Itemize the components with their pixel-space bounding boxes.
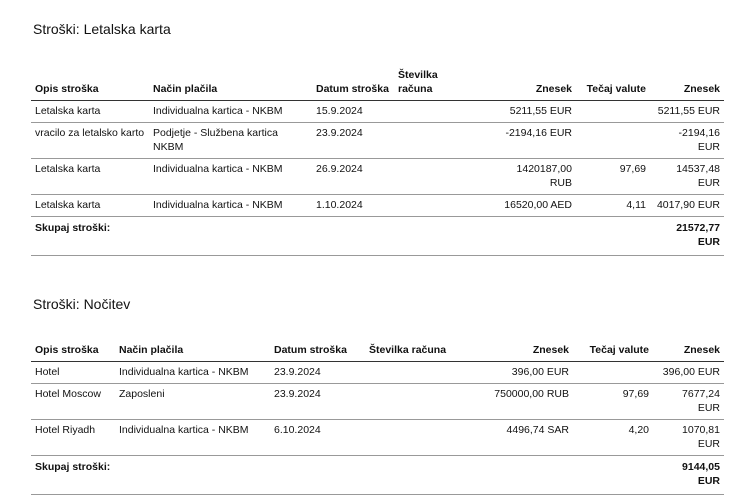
- cell-znesek-eur: 7677,24 EUR: [653, 384, 724, 420]
- cell-datum: 23.9.2024: [270, 362, 365, 384]
- table-header-row: [31, 343, 724, 362]
- section-title-nocitev: Stroški: Nočitev: [33, 296, 131, 312]
- cell-tecaj: 4,11: [576, 195, 650, 217]
- total-value: 21572,77 EUR: [650, 217, 724, 256]
- cell-znesek: 396,00 EUR: [465, 362, 573, 384]
- cell-datum: 23.9.2024: [312, 123, 394, 159]
- cell-tecaj: 97,69: [573, 384, 653, 420]
- cell-stevilka: [365, 384, 465, 420]
- cell-stevilka: [365, 362, 465, 384]
- cell-znesek: 4496,74 SAR: [465, 420, 573, 456]
- cell-nacin: Individualna kartica - NKBM: [149, 195, 312, 217]
- cell-znesek-eur: 4017,90 EUR: [650, 195, 724, 217]
- table-row: [31, 384, 724, 420]
- cell-opis: Letalska karta: [31, 159, 149, 195]
- cell-nacin: Individualna kartica - NKBM: [115, 420, 270, 456]
- cell-nacin: Zaposleni: [115, 384, 270, 420]
- cell-znesek: 1420187,00 RUB: [476, 159, 576, 195]
- total-label: Skupaj stroški:: [31, 217, 650, 256]
- table-header-row: [31, 68, 724, 101]
- cell-znesek-eur: -2194,16 EUR: [650, 123, 724, 159]
- cell-tecaj: [576, 123, 650, 159]
- cell-datum: 1.10.2024: [312, 195, 394, 217]
- table-row: [31, 195, 724, 217]
- cell-znesek-eur: 5211,55 EUR: [650, 101, 724, 123]
- table-row: [31, 101, 724, 123]
- cell-datum: 15.9.2024: [312, 101, 394, 123]
- cell-nacin: Individualna kartica - NKBM: [115, 362, 270, 384]
- cell-stevilka: [365, 420, 465, 456]
- table-row: [31, 362, 724, 384]
- cell-opis: Hotel Riyadh: [31, 420, 115, 456]
- cell-opis: vracilo za letalsko karto: [31, 123, 149, 159]
- cell-datum: 26.9.2024: [312, 159, 394, 195]
- total-row: [31, 456, 724, 495]
- total-label: Skupaj stroški:: [31, 456, 653, 495]
- header-stevilka: Številka računa: [365, 343, 465, 362]
- cell-nacin: Individualna kartica - NKBM: [149, 159, 312, 195]
- header-znesek-eur: Znesek: [650, 68, 724, 101]
- total-row: [31, 217, 724, 256]
- header-tecaj: Tečaj valute: [576, 68, 650, 101]
- cell-tecaj: [576, 101, 650, 123]
- expenses-table-flights: [31, 68, 724, 256]
- header-nacin: Način plačila: [115, 343, 270, 362]
- cell-datum: 23.9.2024: [270, 384, 365, 420]
- table-row: [31, 420, 724, 456]
- header-datum: Datum stroška: [312, 68, 394, 101]
- header-stevilka: Številka računa: [394, 68, 476, 101]
- expenses-table-accommodation: [31, 343, 724, 495]
- cell-znesek: -2194,16 EUR: [476, 123, 576, 159]
- cell-stevilka: [394, 195, 476, 217]
- cell-opis: Hotel Moscow: [31, 384, 115, 420]
- cell-tecaj: 4,20: [573, 420, 653, 456]
- section-title-letalska-karta: Stroški: Letalska karta: [33, 21, 171, 37]
- cell-stevilka: [394, 101, 476, 123]
- cell-znesek-eur: 396,00 EUR: [653, 362, 724, 384]
- header-znesek-eur: Znesek: [653, 343, 724, 362]
- cell-stevilka: [394, 123, 476, 159]
- cell-opis: Letalska karta: [31, 101, 149, 123]
- cell-tecaj: [573, 362, 653, 384]
- header-nacin: Način plačila: [149, 68, 312, 101]
- cell-opis: Letalska karta: [31, 195, 149, 217]
- cell-nacin: Individualna kartica - NKBM: [149, 101, 312, 123]
- header-tecaj: Tečaj valute: [573, 343, 653, 362]
- header-znesek: Znesek: [476, 68, 576, 101]
- cell-nacin: Podjetje - Službena kartica NKBM: [149, 123, 312, 159]
- cell-opis: Hotel: [31, 362, 115, 384]
- header-opis: Opis stroška: [31, 343, 115, 362]
- cell-znesek-eur: 14537,48 EUR: [650, 159, 724, 195]
- table-row: [31, 159, 724, 195]
- header-datum: Datum stroška: [270, 343, 365, 362]
- cell-znesek: 750000,00 RUB: [465, 384, 573, 420]
- header-opis: Opis stroška: [31, 68, 149, 101]
- cell-znesek: 5211,55 EUR: [476, 101, 576, 123]
- cell-znesek: 16520,00 AED: [476, 195, 576, 217]
- header-znesek: Znesek: [465, 343, 573, 362]
- total-value: 9144,05 EUR: [653, 456, 724, 495]
- cell-datum: 6.10.2024: [270, 420, 365, 456]
- cell-znesek-eur: 1070,81 EUR: [653, 420, 724, 456]
- cell-tecaj: 97,69: [576, 159, 650, 195]
- cell-stevilka: [394, 159, 476, 195]
- table-row: [31, 123, 724, 159]
